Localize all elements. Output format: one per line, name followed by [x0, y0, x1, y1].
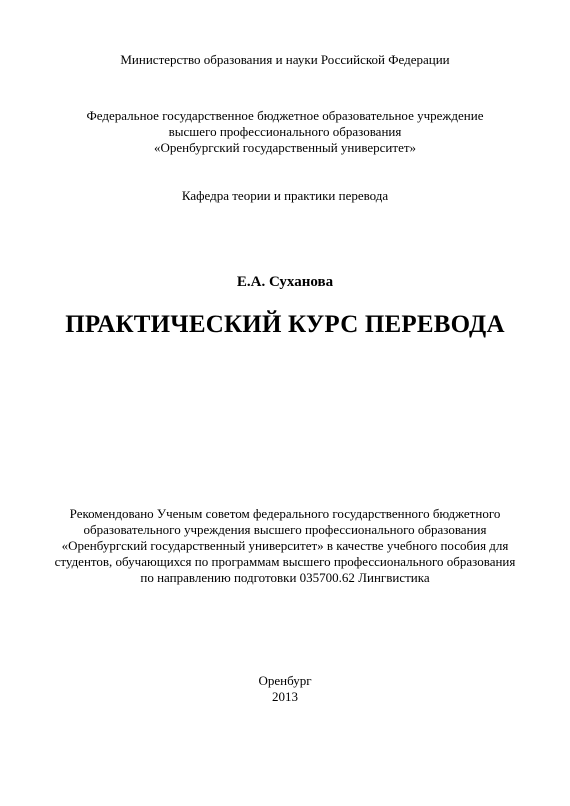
- ministry-line: Министерство образования и науки Российской Федерации: [120, 52, 450, 67]
- recommendation-line-4: студентов, обучающихся по программам высшего профессионального образования: [54, 554, 516, 569]
- institution-line-1: Федеральное государственное бюджетное образовательное учреждение: [86, 108, 484, 123]
- institution-line-3: «Оренбургский государственный университет»: [153, 140, 417, 155]
- recommendation-line-1: Рекомендовано Ученым советом федерального государственного бюджетного: [69, 506, 501, 521]
- recommendation-line-5: по направлению подготовки 035700.62 Лингвистика: [140, 570, 430, 585]
- city-line: Оренбург: [258, 673, 312, 688]
- year-line: 2013: [272, 689, 298, 704]
- department-line: Кафедра теории и практики перевода: [181, 188, 389, 203]
- recommendation-line-3: «Оренбургский государственный университет» в качестве учебного пособия для: [61, 538, 509, 553]
- institution-line-2: высшего профессионального образования: [168, 124, 402, 139]
- book-title: ПРАКТИЧЕСКИЙ КУРС ПЕРЕВОДА: [65, 311, 505, 338]
- author-name: Е.А. Суханова: [236, 274, 334, 290]
- recommendation-line-2: образовательного учреждения высшего профессионального образования: [83, 522, 487, 537]
